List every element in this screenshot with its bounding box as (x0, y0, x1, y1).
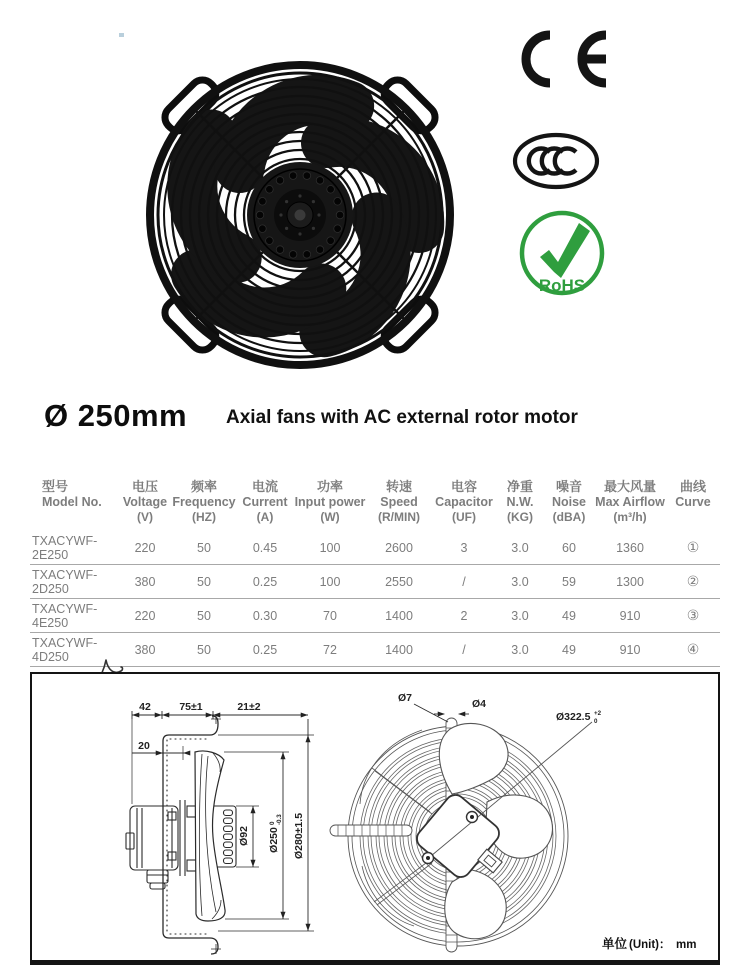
cell-power: 70 (323, 608, 337, 623)
blade-profile (195, 751, 225, 921)
cell-power: 72 (323, 642, 337, 657)
cell-voltage: 380 (134, 642, 156, 657)
table-row (30, 599, 720, 633)
dim-d322-label (556, 710, 602, 725)
header-input-power: 功率 Input power (W) (294, 479, 366, 524)
front-view (330, 692, 602, 952)
table-row (30, 531, 720, 565)
header-voltage: 电压 Voltage (V) (122, 479, 168, 524)
header-capacitor: 电容 Capacitor (UF) (435, 479, 493, 524)
cell-noise: 59 (562, 574, 576, 589)
cell-curve: ① (686, 539, 700, 555)
dim-d280: Ø280±1.5 (293, 812, 305, 860)
cell-capacitor: / (462, 574, 466, 589)
cell-power: 100 (319, 574, 341, 589)
ccc-mark-icon (506, 128, 606, 194)
rohs-label: RoHS (538, 276, 586, 295)
cell-frequency: 50 (197, 608, 211, 623)
dim-d250: Ø250 (268, 827, 280, 853)
dim-d250-tol-upper: 0 (269, 821, 276, 825)
dim-d7-d4-lines (414, 704, 469, 722)
cell-nw: 3.0 (511, 540, 529, 555)
cell-speed: 2600 (385, 540, 413, 555)
product-diameter: Ø 250mm (44, 398, 188, 433)
dim-21: 21±2 (237, 701, 261, 713)
dim-d92: Ø92 (238, 826, 250, 846)
cell-current: 0.30 (252, 608, 278, 623)
ce-mark-icon (518, 30, 630, 88)
side-view (126, 701, 314, 954)
cell-current: 0.25 (252, 642, 278, 657)
dim-d322-tol-upper: +2 (594, 710, 602, 717)
cell-speed: 2550 (385, 574, 413, 589)
spec-table (30, 479, 720, 667)
cell-noise: 49 (562, 608, 576, 623)
cell-frequency: 50 (197, 540, 211, 555)
rohs-mark-icon (514, 206, 610, 302)
motor-body (126, 806, 178, 889)
cell-model: TXACYWF-4E250 (32, 601, 98, 630)
cell-curve: ④ (686, 641, 700, 657)
cell-nw: 3.0 (511, 574, 529, 589)
header-noise: 噪音 Noise (dBA) (551, 479, 587, 524)
header-nw: 净重 N.W. (KG) (506, 479, 534, 524)
cell-capacitor: / (462, 642, 466, 657)
dim-20: 20 (138, 740, 150, 752)
cell-power: 100 (319, 540, 341, 555)
cell-airflow: 1300 (616, 574, 644, 589)
dim-42: 42 (139, 701, 151, 713)
cell-frequency: 50 (197, 642, 211, 657)
cell-frequency: 50 (197, 574, 211, 589)
rohs-checkmark-icon (540, 223, 590, 278)
dim-d322-tol-lower: 0 (594, 718, 598, 725)
header-max-airflow: 最大风量 Max Airflow (m³/h) (595, 479, 665, 524)
header-curve: 曲线 Curve (675, 479, 711, 509)
cell-model: TXACYWF-2E250 (32, 533, 98, 562)
cell-capacitor: 2 (460, 608, 468, 623)
cell-model: TXACYWF-2D250 (32, 567, 98, 596)
cell-curve: ② (686, 573, 700, 589)
cell-voltage: 220 (134, 540, 156, 555)
cell-nw: 3.0 (511, 642, 529, 657)
cell-voltage: 380 (134, 574, 156, 589)
cell-speed: 1400 (385, 642, 413, 657)
page-title: Axial fans with AC external rotor motor (226, 407, 578, 428)
cell-current: 0.25 (252, 574, 278, 589)
cell-airflow: 910 (619, 642, 641, 657)
header-speed: 转速 Speed (R/MIN) (378, 479, 420, 524)
cell-noise: 60 (562, 540, 576, 555)
dim-d250-tol-lower: -0.3 (276, 814, 283, 825)
dim-d7: Ø7 (397, 692, 413, 704)
cell-capacitor: 3 (460, 540, 468, 555)
fan-hub (247, 162, 353, 268)
header-current: 电流 Current (A) (242, 479, 288, 524)
cell-nw: 3.0 (511, 608, 529, 623)
dim-d322: Ø322.5 (556, 711, 591, 723)
header-model: 型号 Model No. (42, 479, 102, 509)
unit-label-value: mm (676, 939, 697, 951)
scan-artifact (119, 33, 124, 37)
table-header (30, 479, 720, 531)
dim-d4: Ø4 (471, 698, 487, 710)
cell-voltage: 220 (134, 608, 156, 623)
cell-current: 0.45 (252, 540, 278, 555)
table-row (30, 565, 720, 599)
unit-label-en: (Unit)： (629, 939, 671, 951)
cell-airflow: 1360 (616, 540, 644, 555)
cell-model: TXACYWF-4D250 (32, 635, 98, 664)
header-frequency: 频率 Frequency (HZ) (172, 479, 236, 524)
cell-speed: 1400 (385, 608, 413, 623)
unit-label-cn: 单位 (602, 937, 628, 951)
unit-label (602, 936, 696, 951)
cell-noise: 49 (562, 642, 576, 657)
cell-airflow: 910 (619, 608, 641, 623)
technical-drawing (30, 672, 720, 965)
cell-curve: ③ (686, 607, 700, 623)
fan-photo (130, 45, 470, 385)
dim-75: 75±1 (179, 701, 203, 713)
